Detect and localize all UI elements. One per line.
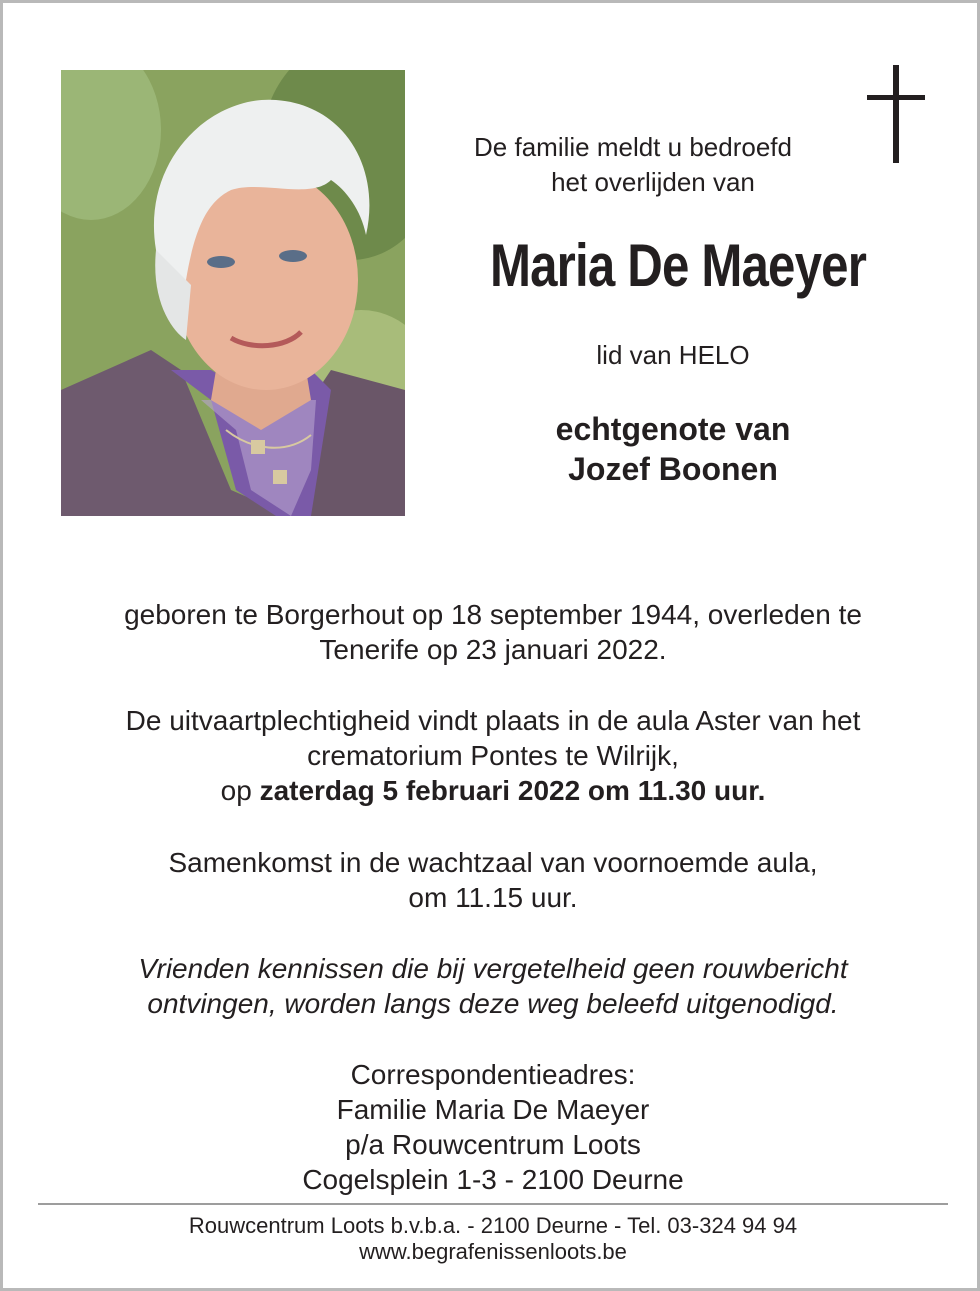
footer-divider xyxy=(38,1203,948,1205)
gathering-details xyxy=(43,845,943,915)
birth-death-details xyxy=(43,597,943,667)
membership: lid van HELO xyxy=(596,340,750,370)
correspondence-line-2: Familie Maria De Maeyer xyxy=(336,1094,650,1125)
ceremony-line-1: De uitvaartplechtigheid vindt plaats in de aula Aster van het xyxy=(125,705,861,736)
announcement-intro xyxy=(423,130,843,200)
correspondence-line-3: p/a Rouwcentrum Loots xyxy=(345,1129,641,1160)
invitation-notice xyxy=(43,951,943,1021)
intro-line-2: het overlijden van xyxy=(551,167,755,197)
ceremony-line-3 xyxy=(43,773,943,808)
correspondence-line-1: Correspondentieadres: xyxy=(350,1059,636,1090)
correspondence-line-4: Cogelsplein 1-3 - 2100 Deurne xyxy=(302,1164,684,1195)
latin-cross-icon xyxy=(867,65,925,163)
ceremony-line-2: crematorium Pontes te Wilrijk, xyxy=(307,740,679,771)
deceased-name: Maria De Maeyer xyxy=(489,232,867,299)
footer-website: www.begrafenissenloots.be xyxy=(359,1239,627,1264)
ceremony-date-prefix: op xyxy=(220,775,260,806)
spouse-label: echtgenote van xyxy=(555,411,791,447)
ceremony-details xyxy=(43,703,943,808)
birth-death-line-2: Tenerife op 23 januari 2022. xyxy=(319,634,667,665)
birth-death-line-1: geboren te Borgerhout op 18 september 1944, overleden te xyxy=(124,599,862,630)
footer-contact: Rouwcentrum Loots b.v.b.a. - 2100 Deurne - Tel. 03-324 94 94 xyxy=(188,1213,798,1238)
notice-line-2: ontvingen, worden langs deze weg beleefd uitgenodigd. xyxy=(147,988,839,1019)
intro-line-1: De familie meldt u bedroefd xyxy=(474,132,792,162)
spouse-name: Jozef Boonen xyxy=(568,451,778,487)
notice-line-1: Vrienden kennissen die bij vergetelheid geen rouwbericht xyxy=(138,953,848,984)
gathering-line-1: Samenkomst in de wachtzaal van voornoemde aula, xyxy=(168,847,818,878)
gathering-line-2: om 11.15 uur. xyxy=(408,882,578,913)
spouse-info xyxy=(473,409,873,489)
portrait-photo xyxy=(61,70,405,516)
correspondence-address xyxy=(43,1057,943,1197)
funeral-home-footer xyxy=(43,1213,943,1265)
ceremony-date-time: zaterdag 5 februari 2022 om 11.30 uur. xyxy=(259,775,766,806)
